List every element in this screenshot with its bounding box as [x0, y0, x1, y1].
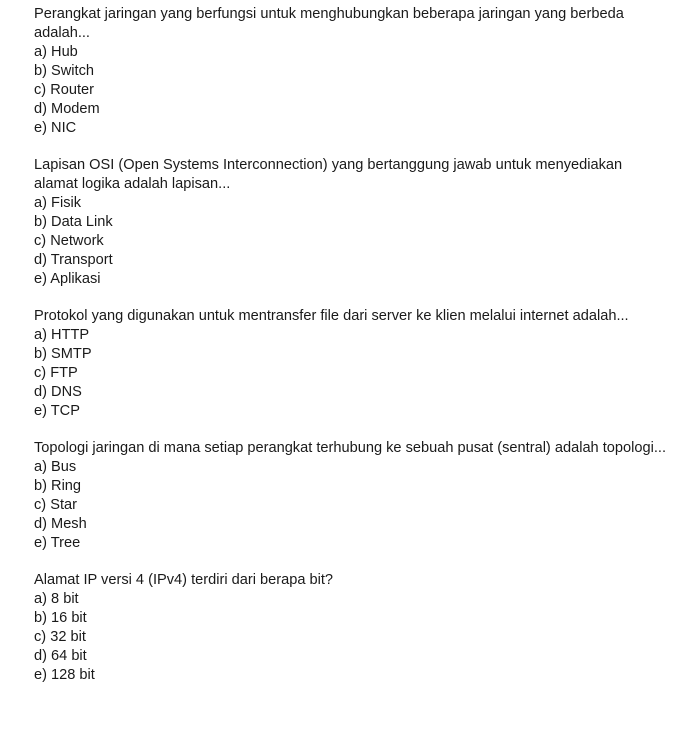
option-e: e) NIC	[34, 120, 77, 136]
option-b: b) Data Link	[34, 214, 113, 230]
option-d: d) Modem	[34, 101, 100, 117]
option-e: e) TCP	[34, 403, 80, 419]
question-text: Topologi jaringan di mana setiap perangkat terhubung ke sebuah pusat (sentral) adalah topologi...	[34, 440, 667, 456]
option-a: a) Bus	[34, 459, 77, 475]
option-b: b) 16 bit	[34, 610, 87, 626]
option-e: e) Tree	[34, 535, 81, 551]
option-a: a) 8 bit	[34, 591, 79, 607]
option-d: d) 64 bit	[34, 648, 87, 664]
question-text: Alamat IP versi 4 (IPv4) terdiri dari berapa bit?	[34, 572, 334, 588]
question-1	[34, 5, 677, 138]
option-b: b) Ring	[34, 478, 82, 494]
question-text: Lapisan OSI (Open Systems Interconnection) yang bertanggung jawab untuk menyediakan alamat logika adalah lapisan...	[34, 157, 623, 192]
question-4	[34, 439, 677, 553]
question-text: Protokol yang digunakan untuk mentransfer file dari server ke klien melalui internet adalah...	[34, 308, 629, 324]
option-a: a) HTTP	[34, 327, 90, 343]
question-3	[34, 307, 677, 421]
option-a: a) Hub	[34, 44, 78, 60]
option-b: b) Switch	[34, 63, 95, 79]
option-c: c) Router	[34, 82, 95, 98]
option-d: d) Transport	[34, 252, 113, 268]
option-d: d) Mesh	[34, 516, 87, 532]
question-text: Perangkat jaringan yang berfungsi untuk menghubungkan beberapa jaringan yang berbeda adalah...	[34, 6, 624, 41]
option-e: e) Aplikasi	[34, 271, 101, 287]
option-d: d) DNS	[34, 384, 82, 400]
question-2	[34, 156, 677, 289]
option-b: b) SMTP	[34, 346, 92, 362]
option-e: e) 128 bit	[34, 667, 95, 683]
option-a: a) Fisik	[34, 195, 82, 211]
option-c: c) FTP	[34, 365, 78, 381]
option-c: c) Network	[34, 233, 104, 249]
option-c: c) Star	[34, 497, 77, 513]
question-5	[34, 571, 677, 685]
option-c: c) 32 bit	[34, 629, 86, 645]
